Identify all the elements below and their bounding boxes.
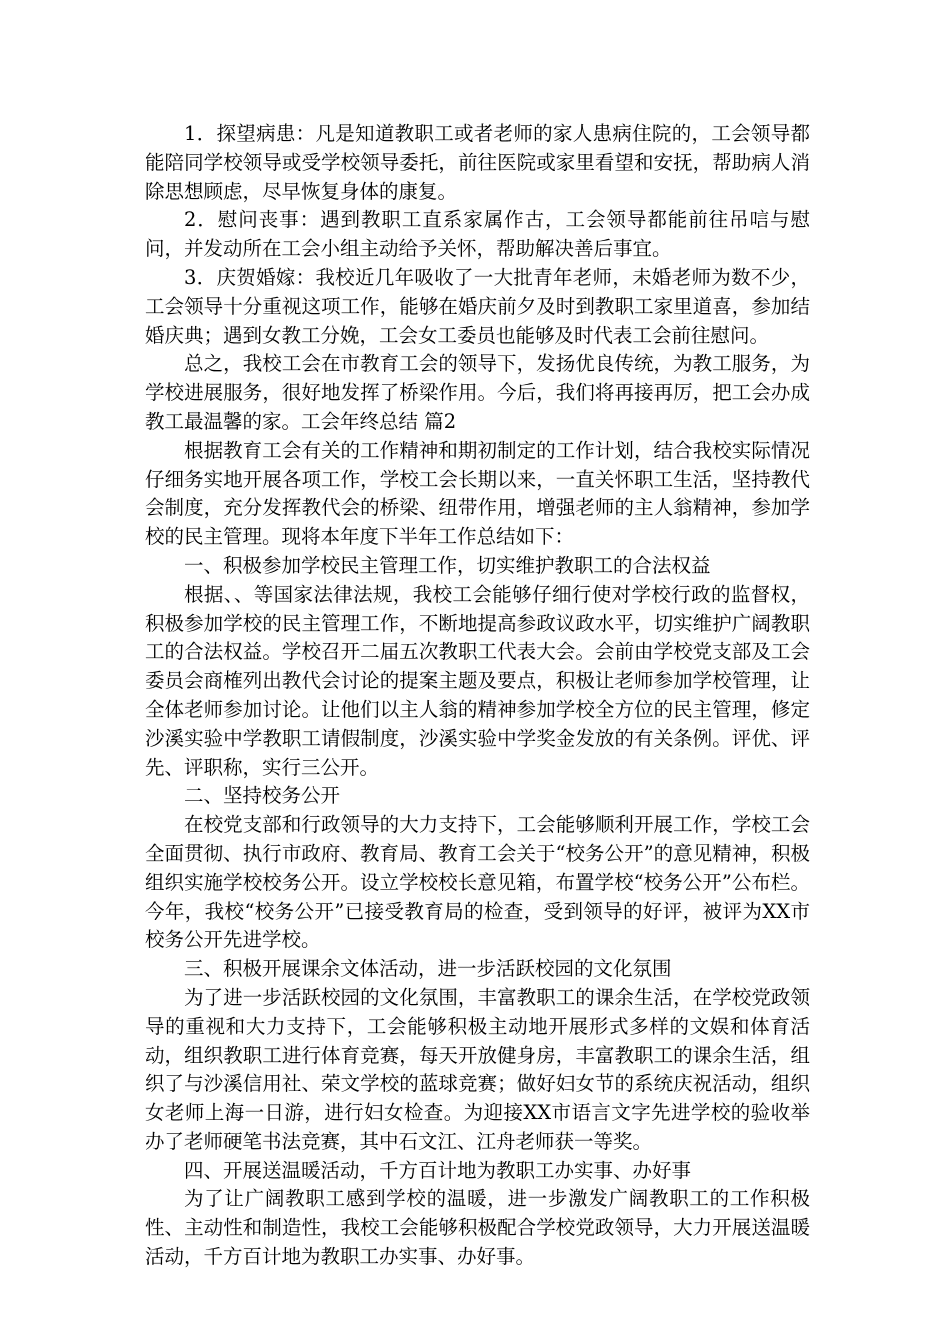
paragraph-section-1: 根据、、等国家法律法规，我校工会能够仔细行使对学校行政的监督权，积极参加学校的民主管理工作，不断地提高参政议政水平，切实维护广阔教职工的合法权益。学校召开二届五次教职工代表大会。会前由学校党支部及工会委员会商榷列出教代会讨论的提案主题及要点，积极让老师参加学校管理，让全体老师参加讨论。让他们以主人翁的精神参加学校全方位的民主管理，修定沙溪实验中学教职工请假制度，沙溪实验中学奖金发放的有关条例。评优、评先、评职称，实行三公开。 xyxy=(145,582,810,779)
document-body xyxy=(145,120,810,1272)
section-heading-1: 一、积极参加学校民主管理工作，切实维护教职工的合法权益 xyxy=(184,553,711,577)
section-heading-4: 四、开展送温暖活动，千方百计地为教职工办实事、办好事 xyxy=(184,1158,692,1182)
paragraph-condolence: 2．慰问丧事：遇到教职工直系家属作古，工会领导都能前往吊唁与慰问，并发动所在工会小组主动给予关怀，帮助解决善后事宜。 xyxy=(145,208,810,261)
paragraph-summary: 总之，我校工会在市教育工会的领导下，发扬优良传统，为教工服务，为学校进展服务，很好地发挥了桥梁作用。今后，我们将再接再厉，把工会办成教工最温馨的家。工会年终总结 篇2 xyxy=(145,352,810,433)
paragraph-section-2: 在校党支部和行政领导的大力支持下，工会能够顺利开展工作，学校工会全面贯彻、执行市政府、教育局、教育工会关于“校务公开”的意见精神，积极组织实施学校校务公开。设立学校校长意见箱，布置学校“校务公开”公布栏。今年，我校“校务公开”已接受教育局的检查，受到领导的好评，被评为XX市校务公开先进学校。 xyxy=(145,813,810,952)
paragraph-wedding: 3．庆贺婚嫁：我校近几年吸收了一大批青年老师，未婚老师为数不少，工会领导十分重视这项工作，能够在婚庆前夕及时到教职工家里道喜，参加结婚庆典；遇到女教工分娩，工会女工委员也能够及时代表工会前往慰问。 xyxy=(145,265,810,347)
paragraph-section-4: 为了让广阔教职工感到学校的温暖，进一步激发广阔教职工的工作积极性、主动性和制造性，我校工会能够积极配合学校党政领导，大力开展送温暖活动，千方百计地为教职工办实事、办好事。 xyxy=(145,1187,810,1269)
paragraph-intro: 根据教育工会有关的工作精神和期初制定的工作计划，结合我校实际情况仔细务实地开展各项工作，学校工会长期以来，一直关怀职工生活，坚持教代会制度，充分发挥教代会的桥梁、纽带作用，增强老师的主人翁精神，参加学校的民主管理。现将本年度下半年工作总结如下： xyxy=(145,438,810,549)
section-heading-3: 三、积极开展课余文体活动，进一步活跃校园的文化氛围 xyxy=(184,957,672,981)
section-heading-2: 二、坚持校务公开 xyxy=(184,784,341,808)
paragraph-visit-sick: 1．探望病患：凡是知道教职工或者老师的家人患病住院的，工会领导都能陪同学校领导或受学校领导委托，前往医院或家里看望和安抚，帮助病人消除思想顾虑，尽早恢复身体的康复。 xyxy=(145,122,810,203)
paragraph-section-3: 为了进一步活跃校园的文化氛围，丰富教职工的课余生活，在学校党政领导的重视和大力支持下，工会能够积极主动地开展形式多样的文娱和体育活动，组织教职工进行体育竞赛，每天开放健身房，丰富教职工的课余生活，组织了与沙溪信用社、荣文学校的蓝球竞赛；做好妇女节的系统庆祝活动，组织女老师上海一日游，进行妇女检查。为迎接XX市语言文字先进学校的验收举办了老师硬笔书法竞赛，其中石文江、江舟老师获一等奖。 xyxy=(145,985,810,1153)
